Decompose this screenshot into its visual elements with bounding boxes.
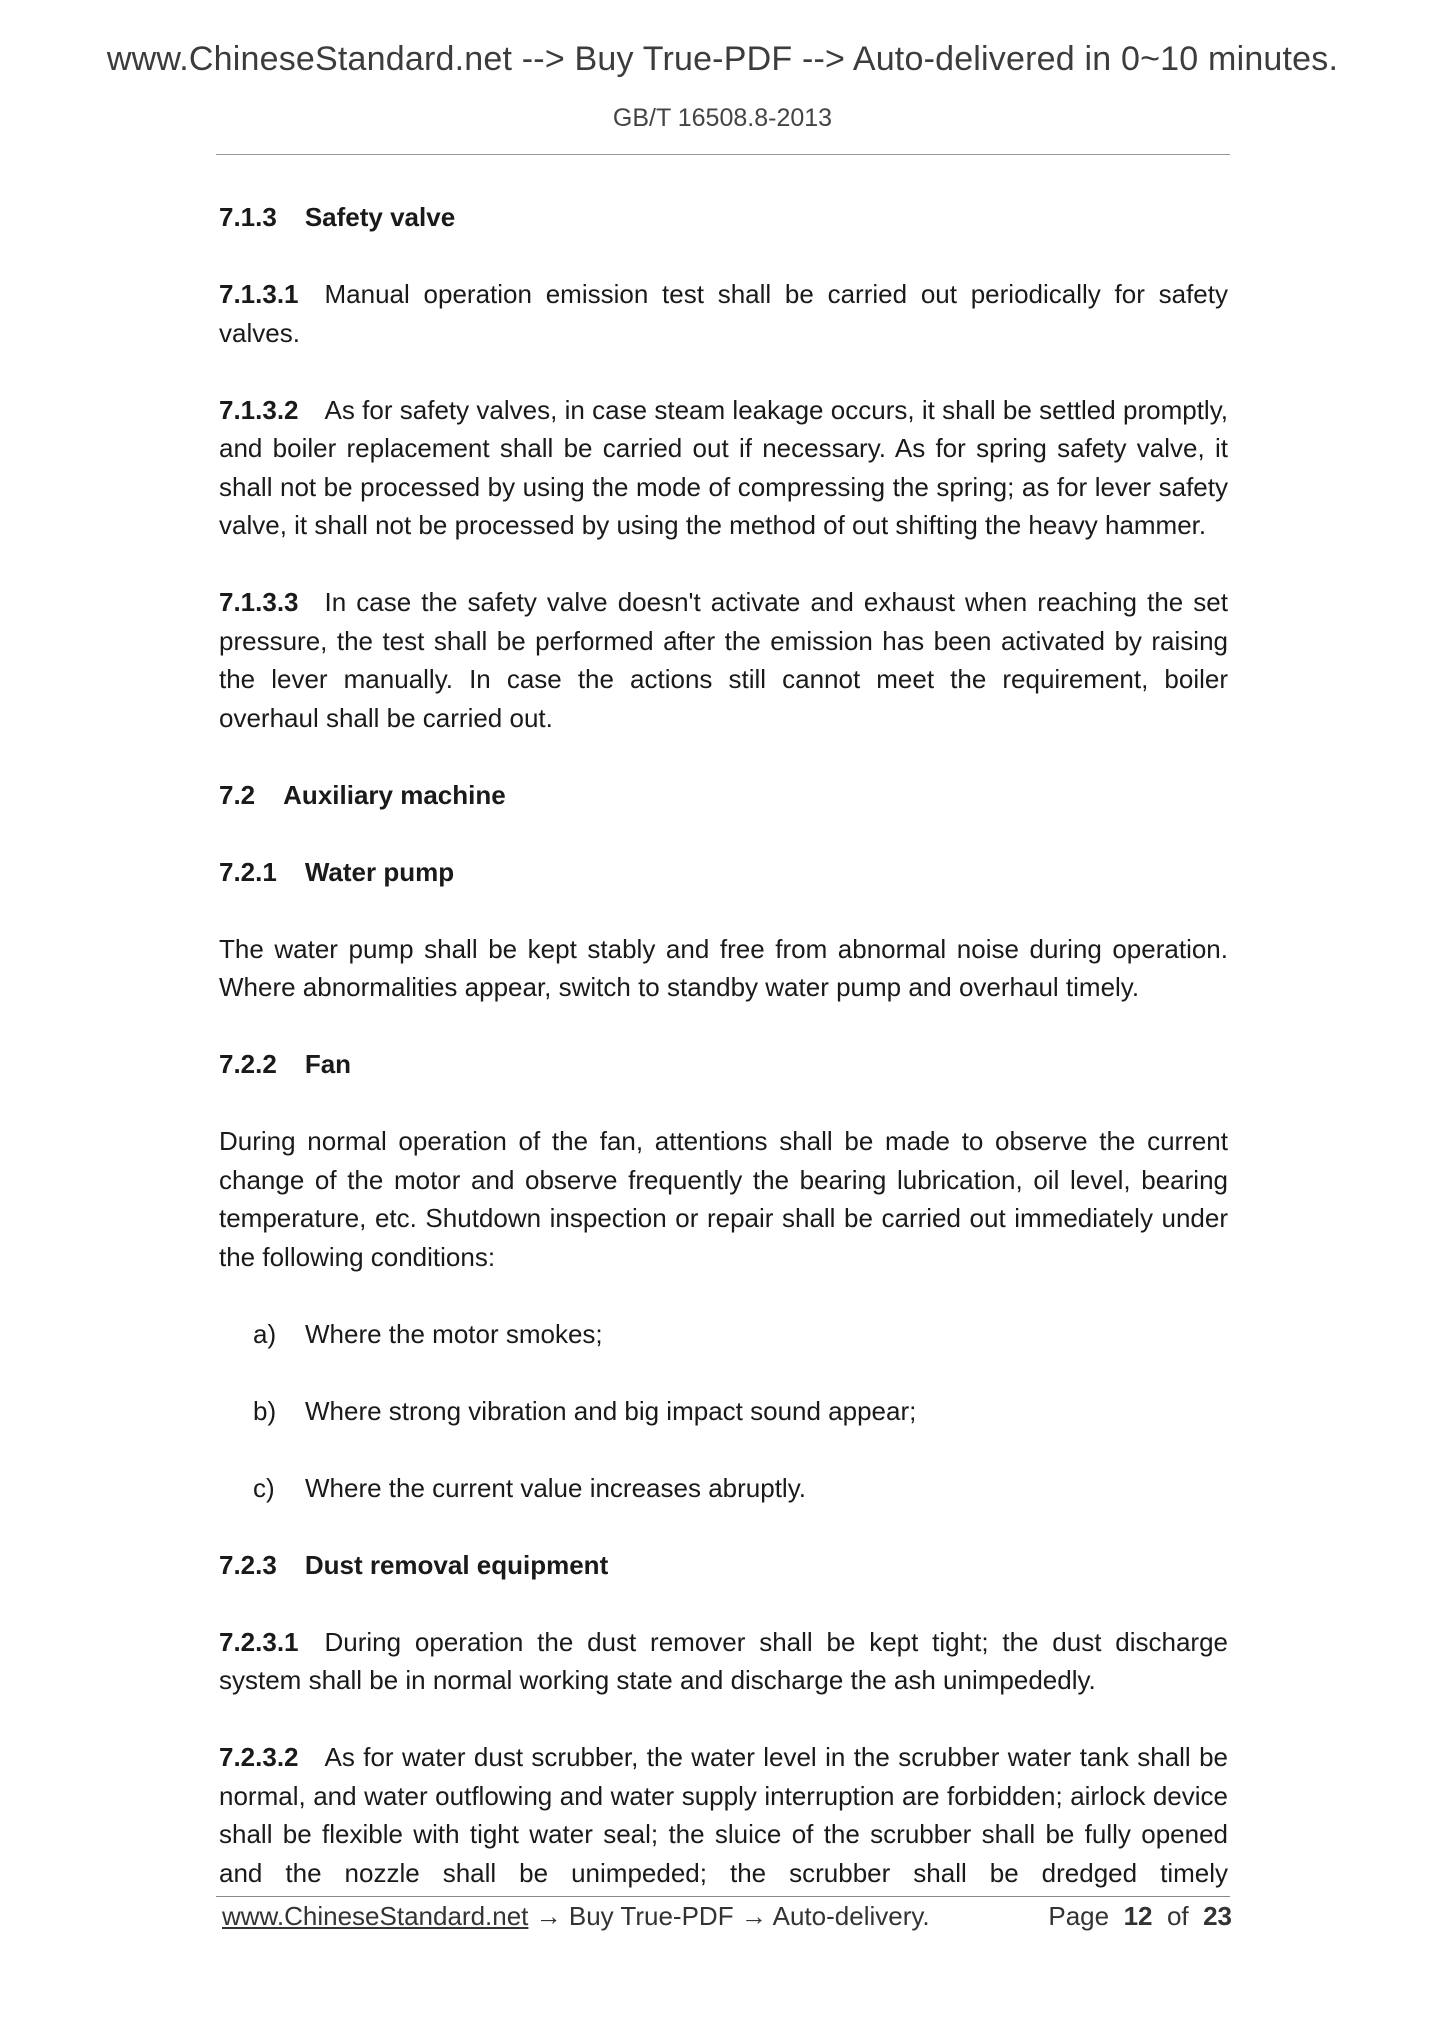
list-item: [253, 1392, 1228, 1431]
page-indicator: [1048, 1901, 1232, 1932]
clause-number: 7.2.3.2: [219, 1742, 299, 1772]
header-divider: [216, 154, 1230, 155]
page-number: 12: [1123, 1901, 1153, 1931]
clause-number: 7.2.3.1: [219, 1626, 299, 1657]
section-title: Safety valve: [304, 202, 456, 232]
of-label: of: [1166, 1901, 1189, 1931]
heading-7-2-3: [219, 1546, 1228, 1585]
document-code: GB/T 16508.8-2013: [612, 104, 833, 132]
page-total: 23: [1203, 1901, 1232, 1931]
footer-divider: [216, 1896, 1230, 1897]
list-item: [253, 1469, 1228, 1508]
section-title: Dust removal equipment: [304, 1549, 609, 1580]
page-label: Page: [1048, 1901, 1110, 1931]
list-marker: c): [253, 1472, 275, 1503]
heading-7-2: [219, 776, 1228, 815]
paragraph-water-pump: The water pump shall be kept stably and free from abnormal noise during operation. Where abnormalities appear, switch to standby water pump and overhaul timely.: [219, 933, 1228, 1002]
clause-number: 7.1.3.1: [219, 279, 299, 309]
section-number: 7.2.2: [219, 1049, 277, 1079]
list-marker: b): [253, 1395, 277, 1426]
section-number: 7.1.3: [219, 202, 277, 232]
clause-7-1-3-1: [219, 275, 1228, 352]
clause-7-2-3-1: [219, 1623, 1228, 1700]
buy-pdf-text: Buy True-PDF: [568, 1901, 734, 1931]
heading-7-2-1: [219, 853, 1228, 892]
section-title: Auxiliary machine: [283, 779, 506, 810]
list-marker: a): [253, 1318, 277, 1349]
page-content: [219, 198, 1228, 1892]
clause-text: As for safety valves, in case steam leakage occurs, it shall be settled promptly, and boiler replacement shall be carried out if necessary. As for spring safety valve, it shall not be processed by using the mode of compressing the spring; as for lever safety valve, it shall not be processed by using the method of out shifting the heavy hammer.: [219, 394, 1228, 540]
auto-delivery-text: Auto-delivery.: [772, 1901, 930, 1931]
site-link[interactable]: www.ChineseStandard.net: [222, 1901, 529, 1931]
clause-text: In case the safety valve doesn't activate and exhaust when reaching the set pressure, the test shall be performed after the emission has been activated by raising the lever manually. In case the actions still cannot meet the requirement, boiler overhaul shall be carried out.: [219, 587, 1228, 733]
clause-text: During operation the dust remover shall be kept tight; the dust discharge system shall be in normal working state and discharge the ash unimpededly.: [219, 1626, 1228, 1695]
clause-7-2-3-2: [219, 1738, 1228, 1892]
list-text: Where the motor smokes;: [305, 1318, 603, 1349]
list-text: Where the current value increases abruptly.: [305, 1472, 806, 1503]
heading-7-2-2: [219, 1045, 1228, 1084]
paragraph-fan: During normal operation of the fan, attentions shall be made to observe the current change of the motor and observe frequently the bearing lubrication, oil level, bearing temperature, etc. Shutdown inspection or repair shall be carried out immediately under the following conditions:: [219, 1126, 1228, 1272]
arrow-right-icon: →: [740, 1901, 767, 1931]
heading-7-1-3: [219, 198, 1228, 237]
top-banner: www.ChineseStandard.net --> Buy True-PDF --> Auto-delivered in 0~10 minutes.: [106, 40, 1339, 78]
clause-7-1-3-2: [219, 391, 1228, 545]
clause-7-1-3-3: [219, 583, 1228, 737]
footer-links: [222, 1901, 930, 1932]
section-number: 7.2.3: [219, 1549, 277, 1580]
section-title: Fan: [304, 1049, 352, 1079]
clause-text: Manual operation emission test shall be carried out periodically for safety valves.: [219, 279, 1228, 348]
clause-number: 7.1.3.2: [219, 394, 299, 425]
arrow-right-icon: →: [535, 1901, 562, 1931]
section-number: 7.2.1: [219, 856, 277, 887]
list-item: [253, 1315, 1228, 1354]
list-text: Where strong vibration and big impact sound appear;: [305, 1395, 917, 1426]
section-title: Water pump: [304, 856, 455, 887]
clause-number: 7.1.3.3: [219, 587, 299, 617]
section-number: 7.2: [219, 779, 256, 810]
clause-text: As for water dust scrubber, the water level in the scrubber water tank shall be normal, and water outflowing and water supply interruption are forbidden; airlock device shall be flexible with tight water seal; the sluice of the scrubber shall be fully opened and the nozzle shall be unimpeded; the scrubber shall be dredged timely: [219, 1742, 1228, 1888]
